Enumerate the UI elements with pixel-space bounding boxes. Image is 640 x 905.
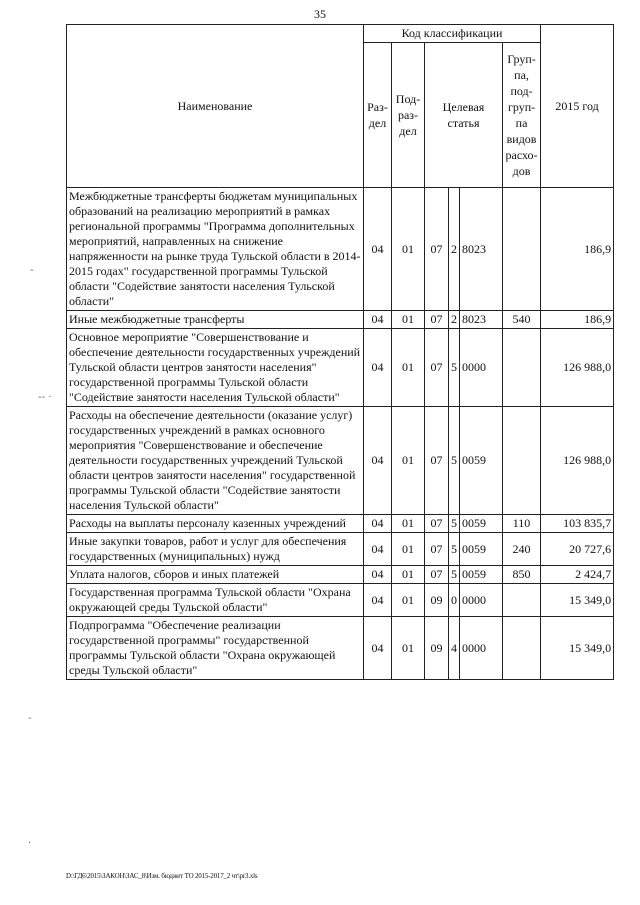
row-podrazdel: 01: [392, 188, 425, 311]
row-group: [503, 329, 541, 407]
row-group: [503, 584, 541, 617]
row-cs2: 4: [449, 617, 460, 680]
table-row: [67, 617, 614, 680]
row-amount: 126 988,0: [541, 329, 614, 407]
row-cs2: 5: [449, 515, 460, 533]
row-cs1: 07: [425, 311, 449, 329]
row-cs3: 0000: [460, 617, 503, 680]
row-cs1: 07: [425, 407, 449, 515]
row-podrazdel: 01: [392, 533, 425, 566]
table-row: [67, 533, 614, 566]
table-row: [67, 584, 614, 617]
row-podrazdel: 01: [392, 617, 425, 680]
row-name: Иные закупки товаров, работ и услуг для обеспечения государственных (муниципальных) нужд: [67, 533, 364, 566]
row-cs1: 07: [425, 533, 449, 566]
row-cs3: 0000: [460, 584, 503, 617]
table-row: [67, 329, 614, 407]
header-year: 2015 год: [541, 25, 614, 188]
header-podrazdel-text: Под- раз- дел: [395, 92, 421, 138]
row-podrazdel: 01: [392, 515, 425, 533]
row-name: Иные межбюджетные трансферты: [67, 311, 364, 329]
row-group: 540: [503, 311, 541, 329]
budget-table: [66, 24, 614, 680]
row-group: [503, 407, 541, 515]
row-group: 240: [503, 533, 541, 566]
row-name: Основное мероприятие "Совершенствование и обеспечение деятельности государственных учреждений Тульской области центров занятости населения" государственной программы Тульской области "Содействие занятости населения Тульской области": [67, 329, 364, 407]
scan-mark: -: [30, 265, 34, 276]
scan-mark: -- ·: [38, 392, 52, 403]
header-target-text: Целевая статья: [442, 100, 485, 130]
row-cs3: 0000: [460, 329, 503, 407]
row-razdel: 04: [364, 584, 392, 617]
row-amount: 126 988,0: [541, 407, 614, 515]
row-podrazdel: 01: [392, 584, 425, 617]
row-razdel: 04: [364, 407, 392, 515]
row-name: Расходы на обеспечение деятельности (оказание услуг) государственных учреждений в рамках основного мероприятия "Совершенствование и обеспечение деятельности государственных учреждений Тульской области центров занятости населения" государственной программы Тульской области "Содействие занятости населения Тульской области": [67, 407, 364, 515]
row-razdel: 04: [364, 617, 392, 680]
header-group: [503, 43, 541, 188]
row-cs1: 07: [425, 329, 449, 407]
row-razdel: 04: [364, 515, 392, 533]
row-cs2: 0: [449, 584, 460, 617]
row-cs2: 5: [449, 329, 460, 407]
scan-mark: -: [28, 713, 32, 724]
row-group: [503, 617, 541, 680]
row-amount: 2 424,7: [541, 566, 614, 584]
row-razdel: 04: [364, 329, 392, 407]
row-cs3: 0059: [460, 407, 503, 515]
row-amount: 103 835,7: [541, 515, 614, 533]
row-cs1: 07: [425, 515, 449, 533]
row-podrazdel: 01: [392, 311, 425, 329]
row-razdel: 04: [364, 188, 392, 311]
row-cs3: 0059: [460, 515, 503, 533]
row-cs3: 0059: [460, 533, 503, 566]
header-podrazdel: [392, 43, 425, 188]
row-amount: 186,9: [541, 311, 614, 329]
row-cs2: 5: [449, 407, 460, 515]
row-name: Расходы на выплаты персоналу казенных учреждений: [67, 515, 364, 533]
row-cs1: 09: [425, 584, 449, 617]
row-cs2: 5: [449, 533, 460, 566]
row-cs3: 8023: [460, 311, 503, 329]
row-razdel: 04: [364, 533, 392, 566]
row-podrazdel: 01: [392, 329, 425, 407]
row-amount: 186,9: [541, 188, 614, 311]
row-cs2: 5: [449, 566, 460, 584]
row-group: 110: [503, 515, 541, 533]
row-cs2: 2: [449, 188, 460, 311]
row-name: Уплата налогов, сборов и иных платежей: [67, 566, 364, 584]
table-row: [67, 311, 614, 329]
row-amount: 20 727,6: [541, 533, 614, 566]
row-amount: 15 349,0: [541, 617, 614, 680]
row-name: Подпрограмма "Обеспечение реализации государственной программы" государственной программы Тульской области "Охрана окружающей среды Тульской области": [67, 617, 364, 680]
table-row: [67, 407, 614, 515]
row-razdel: 04: [364, 566, 392, 584]
row-cs2: 2: [449, 311, 460, 329]
row-podrazdel: 01: [392, 407, 425, 515]
table-row: [67, 566, 614, 584]
row-cs3: 8023: [460, 188, 503, 311]
row-cs1: 07: [425, 188, 449, 311]
header-target: [425, 43, 503, 188]
table-row: [67, 188, 614, 311]
header-razdel-text: Раз- дел: [367, 100, 388, 130]
header-name: Наименование: [67, 25, 364, 188]
row-group: [503, 188, 541, 311]
row-cs3: 0059: [460, 566, 503, 584]
row-cs1: 07: [425, 566, 449, 584]
header-group-text: Груп- па, под- груп- па видов расхо- дов: [505, 52, 538, 178]
row-cs1: 09: [425, 617, 449, 680]
row-group: 850: [503, 566, 541, 584]
scan-mark: ·: [28, 838, 32, 849]
table-row: [67, 515, 614, 533]
header-razdel: [364, 43, 392, 188]
header-code: Код классификации: [364, 25, 541, 43]
file-path-footer: D:\ГД6\2015\ЗАКОН\ЗАС_8\Изм. бюджет ТО 2015-2017_2 чт\pr3.xls: [66, 872, 258, 880]
row-name: Межбюджетные трансферты бюджетам муниципальных образований на реализацию мероприятий в рамках региональной программы "Программа дополнительных мероприятий, направленных на снижение напряженности на рынке труда Тульской области в 2014-2015 годах" государственной программы Тульской области "Содействие занятости населения Тульской области": [67, 188, 364, 311]
page-number: 35: [314, 7, 326, 21]
row-razdel: 04: [364, 311, 392, 329]
row-amount: 15 349,0: [541, 584, 614, 617]
row-name: Государственная программа Тульской области "Охрана окружающей среды Тульской области": [67, 584, 364, 617]
row-podrazdel: 01: [392, 566, 425, 584]
